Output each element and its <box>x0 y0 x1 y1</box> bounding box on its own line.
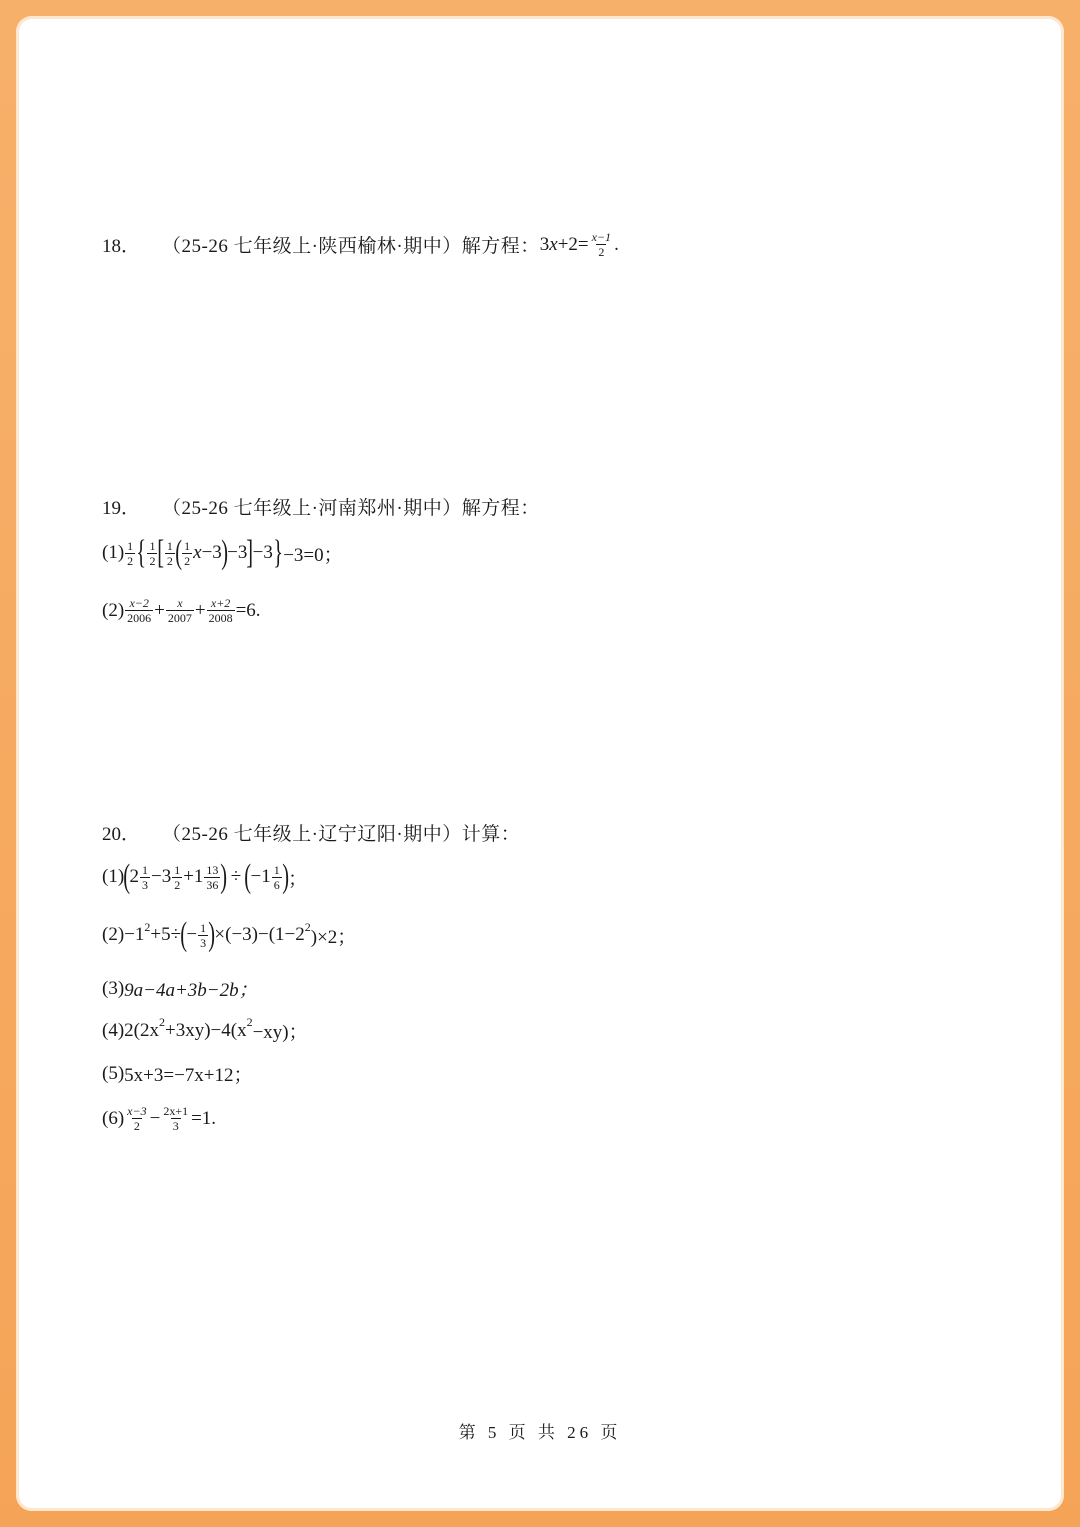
q19-part-2: (2) $\frac{x-2}{2006}$ + $\frac{x}{2007}$ + $\frac{x+2}{2008}$ =6. <box>102 596 261 625</box>
q20-part-2: (2) −1 2 +5÷ ( − $\frac{1}{3}$ ) ×(−3)−(1−2 2 )×2； <box>102 916 357 953</box>
fraction: $\frac{1}{2}$ <box>127 538 134 568</box>
page-footer: 第 5 页 共 26 页 <box>458 1423 622 1442</box>
eq-coef: 3 <box>539 233 550 255</box>
fraction: $\frac{1}{3}$ <box>200 920 207 950</box>
fraction: $\frac{13}{36}$ <box>206 862 219 892</box>
q20-part-3: (3) 9a−4a+3b−2b； <box>102 977 258 1001</box>
q19-part-1: (1) $\frac{1}{2}$ { $\frac{1}{2}$ [ $\frac{1}{2}$ ( $\frac{1}{2}$ x −3 ) −3 ] −3 } −3=0； <box>102 534 343 571</box>
question-18: 18． （25-26 七年级上·陕西榆林·期中）解方程： 3 x +2= $\frac{x-1}{2}$ . <box>102 230 619 259</box>
question-number: 20． <box>102 824 141 845</box>
eq-var: x <box>549 233 558 255</box>
fraction: $\frac{1}{6}$ <box>273 862 280 892</box>
question-source: （25-26 七年级上·辽宁辽阳·期中）计算： <box>162 824 521 845</box>
q20-part-6: (6) $\frac{x-3}{2}$ − $\frac{2x+1}{3}$ =1. <box>102 1104 217 1133</box>
fraction: $\frac{1}{2}$ <box>184 538 191 568</box>
fraction: $\frac{x-3}{2}$ <box>127 1104 147 1133</box>
fraction: $\frac{1}{2}$ <box>174 862 181 892</box>
question-number: 19． <box>102 498 141 519</box>
q20-part-4: (4) 2(2x 2 +3xy)−4(x 2 −xy)； <box>102 1015 308 1043</box>
fraction: $\frac{x-1}{2}$ <box>591 230 612 259</box>
q20-part-1: (1) ( 2 $\frac{1}{3}$ −3 $\frac{1}{2}$ +1 $\frac{13}{36}$ ) ÷ ( −1 $\frac{1}{6}$ ) ； <box>102 858 308 895</box>
fraction: $\frac{x-2}{2006}$ <box>127 596 152 625</box>
fraction: $\frac{1}{3}$ <box>141 862 148 892</box>
eq-const: +2= <box>557 233 589 255</box>
fraction: $\frac{x+2}{2008}$ <box>208 596 233 625</box>
fraction: $\frac{2x+1}{3}$ <box>163 1104 189 1133</box>
fraction: $\frac{x}{2007}$ <box>167 596 192 625</box>
question-source: （25-26 七年级上·河南郑州·期中）解方程： <box>162 498 540 519</box>
q20-part-5: (5) 5x+3=−7x+12； <box>102 1062 253 1086</box>
question-20 <box>102 819 520 846</box>
question-number: 18． <box>102 236 141 257</box>
fraction: $\frac{1}{2}$ <box>166 538 173 568</box>
fraction: $\frac{1}{2}$ <box>149 538 156 568</box>
question-source: （25-26 七年级上·陕西榆林·期中）解方程： <box>162 236 540 257</box>
question-19 <box>102 493 540 520</box>
